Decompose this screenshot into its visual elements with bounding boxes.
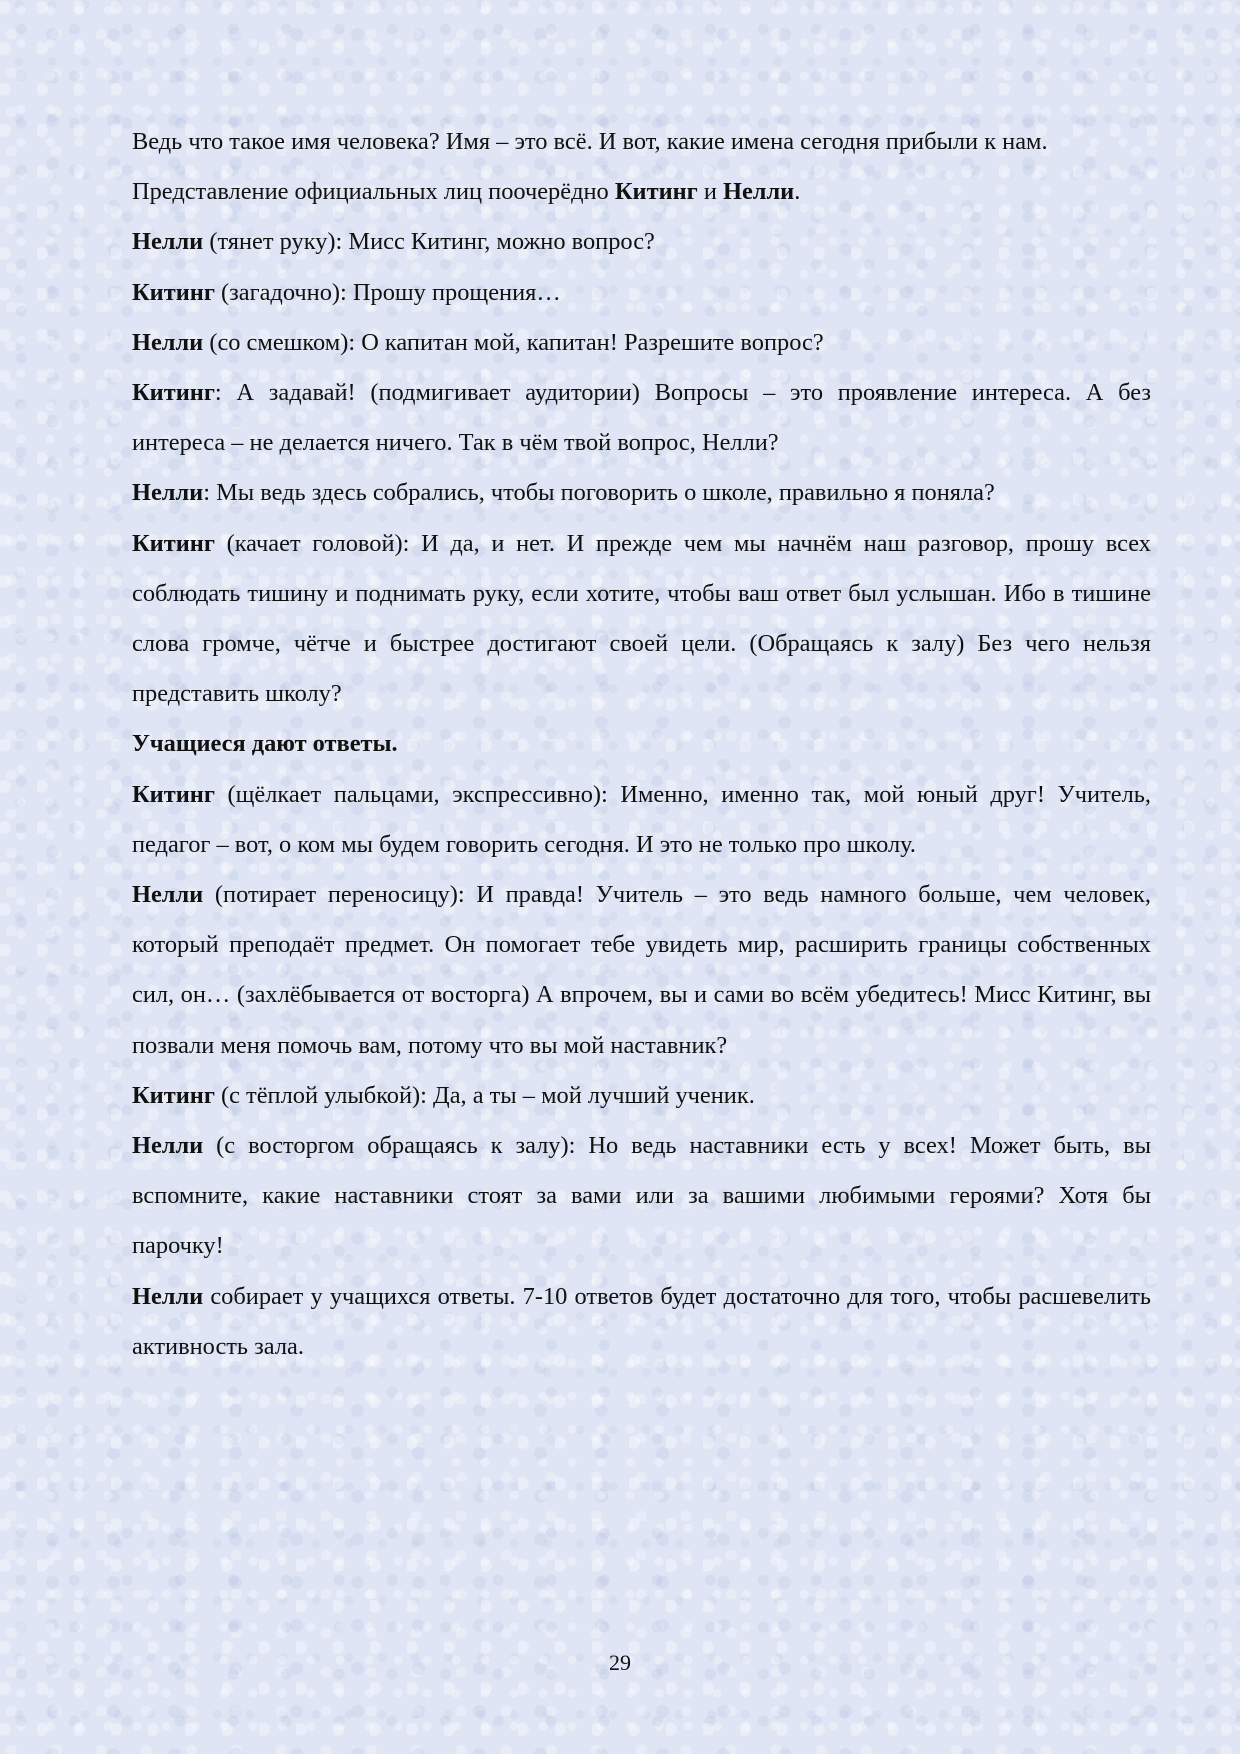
speaker-name: Нелли <box>132 1132 204 1160</box>
speaker-name: Китинг <box>132 379 215 407</box>
speaker-name: Китинг <box>132 529 215 557</box>
stage-direction <box>132 719 1151 769</box>
stage-direction: Нелли собирает у учащихся ответы. 7-10 ответов будет достаточно для того, чтобы расшевелить активность зала. <box>132 1282 1151 1360</box>
dialogue-line: Китинг (загадочно): Прошу прощения… <box>132 278 561 306</box>
dialogue-line: Китинг: А задавай! (подмигивает аудитории) Вопросы – это проявление интереса. А без интереса – не делается ничего. Так в чём твой вопрос, Нелли? <box>132 379 1151 457</box>
speaker-name: Нелли <box>132 1282 204 1310</box>
dialogue-line: Китинг (качает головой): И да, и нет. И прежде чем мы начнём наш разговор, прошу всех соблюдать тишину и поднимать руку, если хотите, чтобы ваш ответ был услышан. Ибо в тишине слова громче, чётче и быстрее достигают своей цели. (Обращаясь к залу) Без чего нельзя представить школу? <box>132 529 1151 708</box>
paragraph-presentation: Представление официальных лиц поочерёдно Китинг и Нелли. <box>132 178 801 206</box>
speaker-name: Нелли <box>132 881 204 909</box>
speaker-name: Нелли <box>723 178 795 206</box>
speaker-name: Китинг <box>132 780 215 808</box>
speaker-name: Нелли <box>132 479 204 507</box>
dialogue-line: Китинг (щёлкает пальцами, экспрессивно): Именно, именно так, мой юный друг! Учитель, педагог – вот, о ком мы будем говорить сегодня. И это не только про школу. <box>132 780 1151 858</box>
speaker-name: Китинг <box>132 278 215 306</box>
dialogue-line: Нелли (с восторгом обращаясь к залу): Но ведь наставники есть у всех! Может быть, вы вспомните, какие наставники стоят за вами или за вашими любимыми героями? Хотя бы парочку! <box>132 1132 1151 1260</box>
speaker-name: Нелли <box>132 228 204 256</box>
dialogue-line: Нелли (со смешком): О капитан мой, капитан! Разрешите вопрос? <box>132 328 824 356</box>
dialogue-line: Китинг (с тёплой улыбкой): Да, а ты – мой лучший ученик. <box>132 1081 755 1109</box>
speaker-name: Нелли <box>132 328 204 356</box>
page-number: 29 <box>609 1650 631 1675</box>
speaker-name: Китинг <box>614 178 698 206</box>
dialogue-line: Нелли (тянет руку): Мисс Китинг, можно вопрос? <box>132 228 655 256</box>
paragraph-intro: Ведь что такое имя человека? Имя – это всё. И вот, какие имена сегодня прибыли к нам. <box>132 128 1048 155</box>
speaker-name: Китинг <box>132 1081 215 1109</box>
document-body <box>132 117 1151 1372</box>
dialogue-line: Нелли: Мы ведь здесь собрались, чтобы поговорить о школе, правильно я поняла? <box>132 479 995 507</box>
stage-direction-text: Учащиеся дают ответы. <box>132 730 398 758</box>
dialogue-line: Нелли (потирает переносицу): И правда! Учитель – это ведь намного больше, чем человек, который преподаёт предмет. Он помогает тебе увидеть мир, расширить границы собственных сил, он… (захлёбывается от восторга) А впрочем, вы и сами во всём убедитесь! Мисс Китинг, вы позвали меня помочь вам, потому что вы мой наставник? <box>132 881 1151 1059</box>
